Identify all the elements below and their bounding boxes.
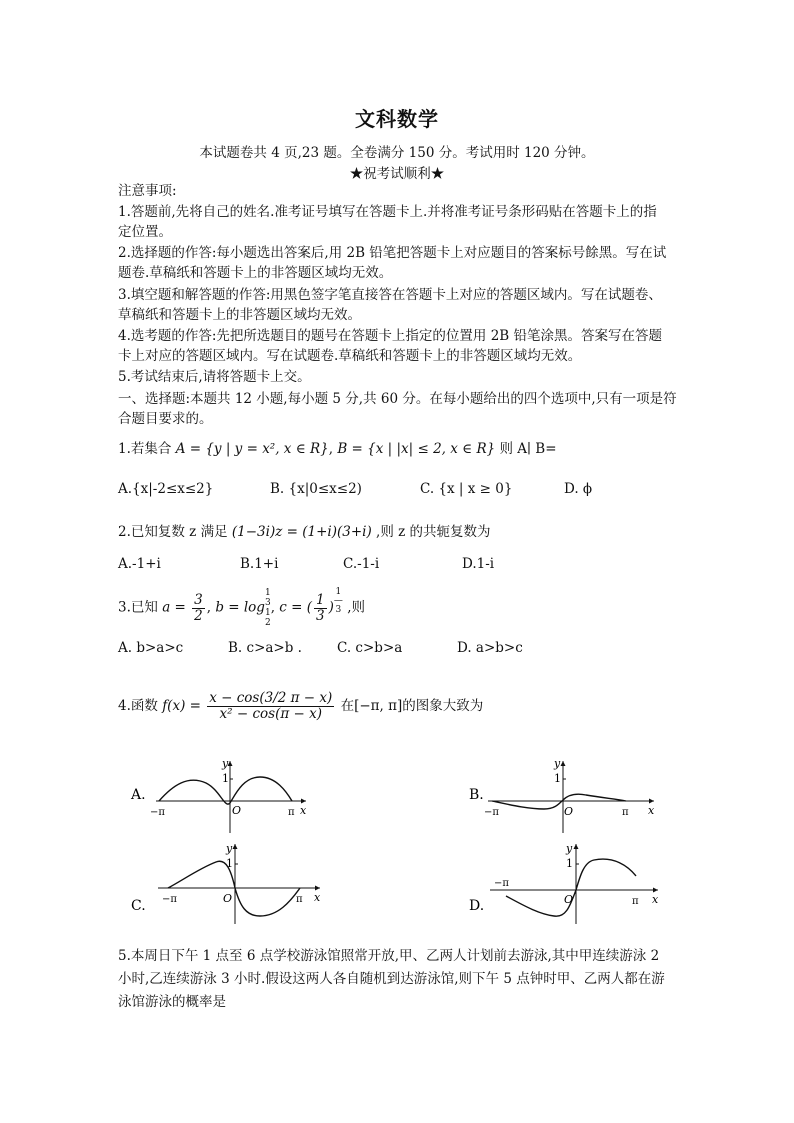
graph-b-label: B.	[469, 787, 484, 803]
note-4-line-1: 4.选考题的作答:先把所选题目的题号在答题卡上指定的位置用 2B 铅笔涂黑。答案写在答题	[118, 328, 663, 344]
question-1: 1.若集合 A = {y | y = x², x ∈ R}, B = {x | |x| ≤ 2, x ∈ R} 则 A∣ B=	[118, 441, 557, 457]
q1-option-c: C. {x | x ≥ 0}	[420, 481, 513, 497]
q3-option-c: C. c>b>a	[337, 640, 403, 656]
q1-prefix: 1.若集合	[118, 441, 172, 457]
question-3: 3.已知 a = $\frac{3}{2}$ , b = log1 3 1 2, c = ( $\frac{1}{3}$ )1 — 3 ,则	[118, 587, 365, 628]
q3-prefix: 3.已知	[118, 599, 158, 616]
graph-c-x-label: x	[314, 891, 321, 904]
q2-option-b: B.1+i	[240, 556, 279, 572]
graph-c-origin: O	[223, 892, 233, 905]
graph-a-x-label: x	[300, 804, 307, 817]
graph-b-pi: π	[622, 807, 629, 818]
graph-c-pi: π	[296, 894, 303, 905]
exam-info: 本试题卷共 4 页,23 题。全卷满分 150 分。考试用时 120 分钟。	[199, 145, 595, 161]
question-4	[118, 682, 678, 730]
q1-option-b: B. {x|0≤x≤2)	[270, 481, 362, 497]
graph-a-origin: O	[232, 804, 242, 817]
q1-set-b: B = {x | |x| ≤ 2, x ∈ R}	[337, 441, 496, 457]
q3-log-base: 1 3 1 2	[264, 588, 271, 628]
note-3-line-1: 3.填空题和解答题的作答:用黑色签字笔直接答在答题卡上对应的答题区域内。写在试题卷、	[118, 287, 662, 303]
graph-a-pi: π	[288, 807, 295, 818]
q1-option-d: D. ϕ	[564, 481, 593, 497]
graph-b-origin: O	[564, 805, 574, 818]
graph-a-y-label: y	[222, 757, 229, 770]
graph-d-one: 1	[566, 857, 573, 870]
q1-suffix: 则 A∣ B=	[499, 441, 557, 457]
graph-c-neg-pi: −π	[162, 894, 177, 905]
note-3-line-2: 草稿纸和答题卡上的非答题区域均无效。	[118, 307, 361, 323]
q3-option-b: B. c>a>b .	[228, 640, 302, 656]
q1-set-a: A = {y | y = x², x ∈ R}	[175, 441, 329, 457]
note-2-line-1: 2.选择题的作答:每小题选出答案后,用 2B 铅笔把答题卡上对应题目的答案标号餘黑。写在试	[118, 245, 667, 261]
q4-fx: f(x) =	[162, 698, 201, 714]
graph-b-y-label: y	[554, 757, 561, 770]
q3-c-exponent: 1 — 3	[333, 587, 343, 615]
graph-b	[466, 757, 666, 837]
graph-a-x-arrow	[301, 799, 306, 804]
q4-fraction: $\frac{x - \cos(3/2 \pi - x)}{\text{x² − cos(π − x)}}$	[209, 690, 333, 722]
graph-a-neg-pi: −π	[150, 807, 165, 818]
q2-option-d: D.1-i	[462, 556, 495, 572]
graph-d-label: D.	[469, 898, 485, 914]
note-1-line-1: 1.答题前,先将自己的姓名.准考证号填写在答题卡上.并将准考证号条形码贴在答题卡上的指	[118, 204, 657, 220]
graph-d-y-label: y	[566, 842, 573, 855]
graph-b-x-label: x	[648, 804, 655, 817]
graph-c-y-label: y	[226, 842, 233, 855]
graph-c-x-arrow	[315, 886, 320, 891]
q2-option-a: A.-1+i	[118, 556, 161, 572]
graph-d-origin: O	[564, 893, 574, 906]
graph-a-one: 1	[222, 772, 229, 785]
note-5: 5.考试结束后,请将答题卡上交。	[118, 369, 311, 385]
section-1-line-2: 合题目要求的。	[118, 411, 213, 427]
note-2-line-2: 题卷.草稿纸和答题卡上的非答题区域均无效。	[118, 265, 393, 281]
graph-c-one: 1	[226, 857, 233, 870]
note-4-line-2: 卡上对应的答题区域内。写在试题卷.草稿纸和答题卡上的非答题区域均无效。	[118, 348, 582, 364]
graph-d-pi: π	[632, 896, 639, 907]
q3-option-a: A. b>a>c	[118, 640, 184, 656]
graph-b-y-arrow	[561, 761, 566, 766]
question-5-line-2: 小时,乙连续游泳 3 小时.假设这两人各自随机到达游泳馆,则下午 5 点钟时甲、乙两人都在游	[118, 971, 665, 987]
graph-b-curve	[492, 794, 626, 809]
graph-c	[128, 840, 328, 925]
notes-heading: 注意事项:	[118, 183, 177, 199]
q2-option-c: C.-1-i	[343, 556, 380, 572]
graph-d-y-arrow	[574, 844, 579, 849]
graph-a-label: A.	[131, 787, 146, 803]
question-2	[118, 522, 678, 542]
q2-suffix: ,则 z 的共轭复数为	[376, 524, 491, 540]
graph-c-y-arrow	[233, 844, 238, 849]
graph-d-x-arrow	[653, 888, 658, 893]
graph-d-x-label: x	[652, 893, 659, 906]
section-1-line-1: 一、选择题:本题共 12 小题,每小题 5 分,共 60 分。在每小题给出的四个选项中,只有一项是符	[118, 391, 677, 407]
good-luck-line: ★祝考试顺利★	[349, 166, 445, 182]
q3-suffix: ,则	[347, 599, 365, 616]
q3-c-fraction: $\frac{1}{3}$	[316, 591, 325, 624]
graph-b-one: 1	[554, 772, 561, 785]
graph-d	[466, 840, 666, 925]
graph-c-curve	[168, 861, 300, 916]
page-title: 文科数学	[355, 107, 439, 131]
q2-text: 2.已知复数 z 满足	[118, 524, 228, 540]
graph-b-x-arrow	[649, 799, 654, 804]
q1-option-a: A.{x|-2≤x≤2}	[118, 481, 214, 497]
q4-prefix: 4.函数	[118, 698, 158, 714]
graph-a	[128, 757, 318, 837]
q4-suffix: 在[−π, π]的图象大致为	[340, 698, 484, 714]
question-5-line-3: 泳馆游泳的概率是	[118, 994, 226, 1010]
q3-a-fraction: $\frac{3}{2}$	[194, 591, 203, 624]
q2-equation: (1−3i)z = (1+i)(3+i)	[231, 524, 372, 540]
graph-b-neg-pi: −π	[484, 807, 499, 818]
note-1-line-2: 定位置。	[118, 224, 172, 240]
q3-b-expr: b = log	[215, 599, 265, 616]
graph-d-neg-pi: −π	[494, 878, 509, 889]
question-5-line-1: 5.本周日下午 1 点至 6 点学校游泳馆照常开放,甲、乙两人计划前去游泳,其中甲连续游泳 2	[118, 948, 660, 964]
q3-option-d: D. a>b>c	[457, 640, 523, 656]
graph-c-label: C.	[131, 898, 146, 914]
graph-a-y-arrow	[228, 761, 233, 766]
